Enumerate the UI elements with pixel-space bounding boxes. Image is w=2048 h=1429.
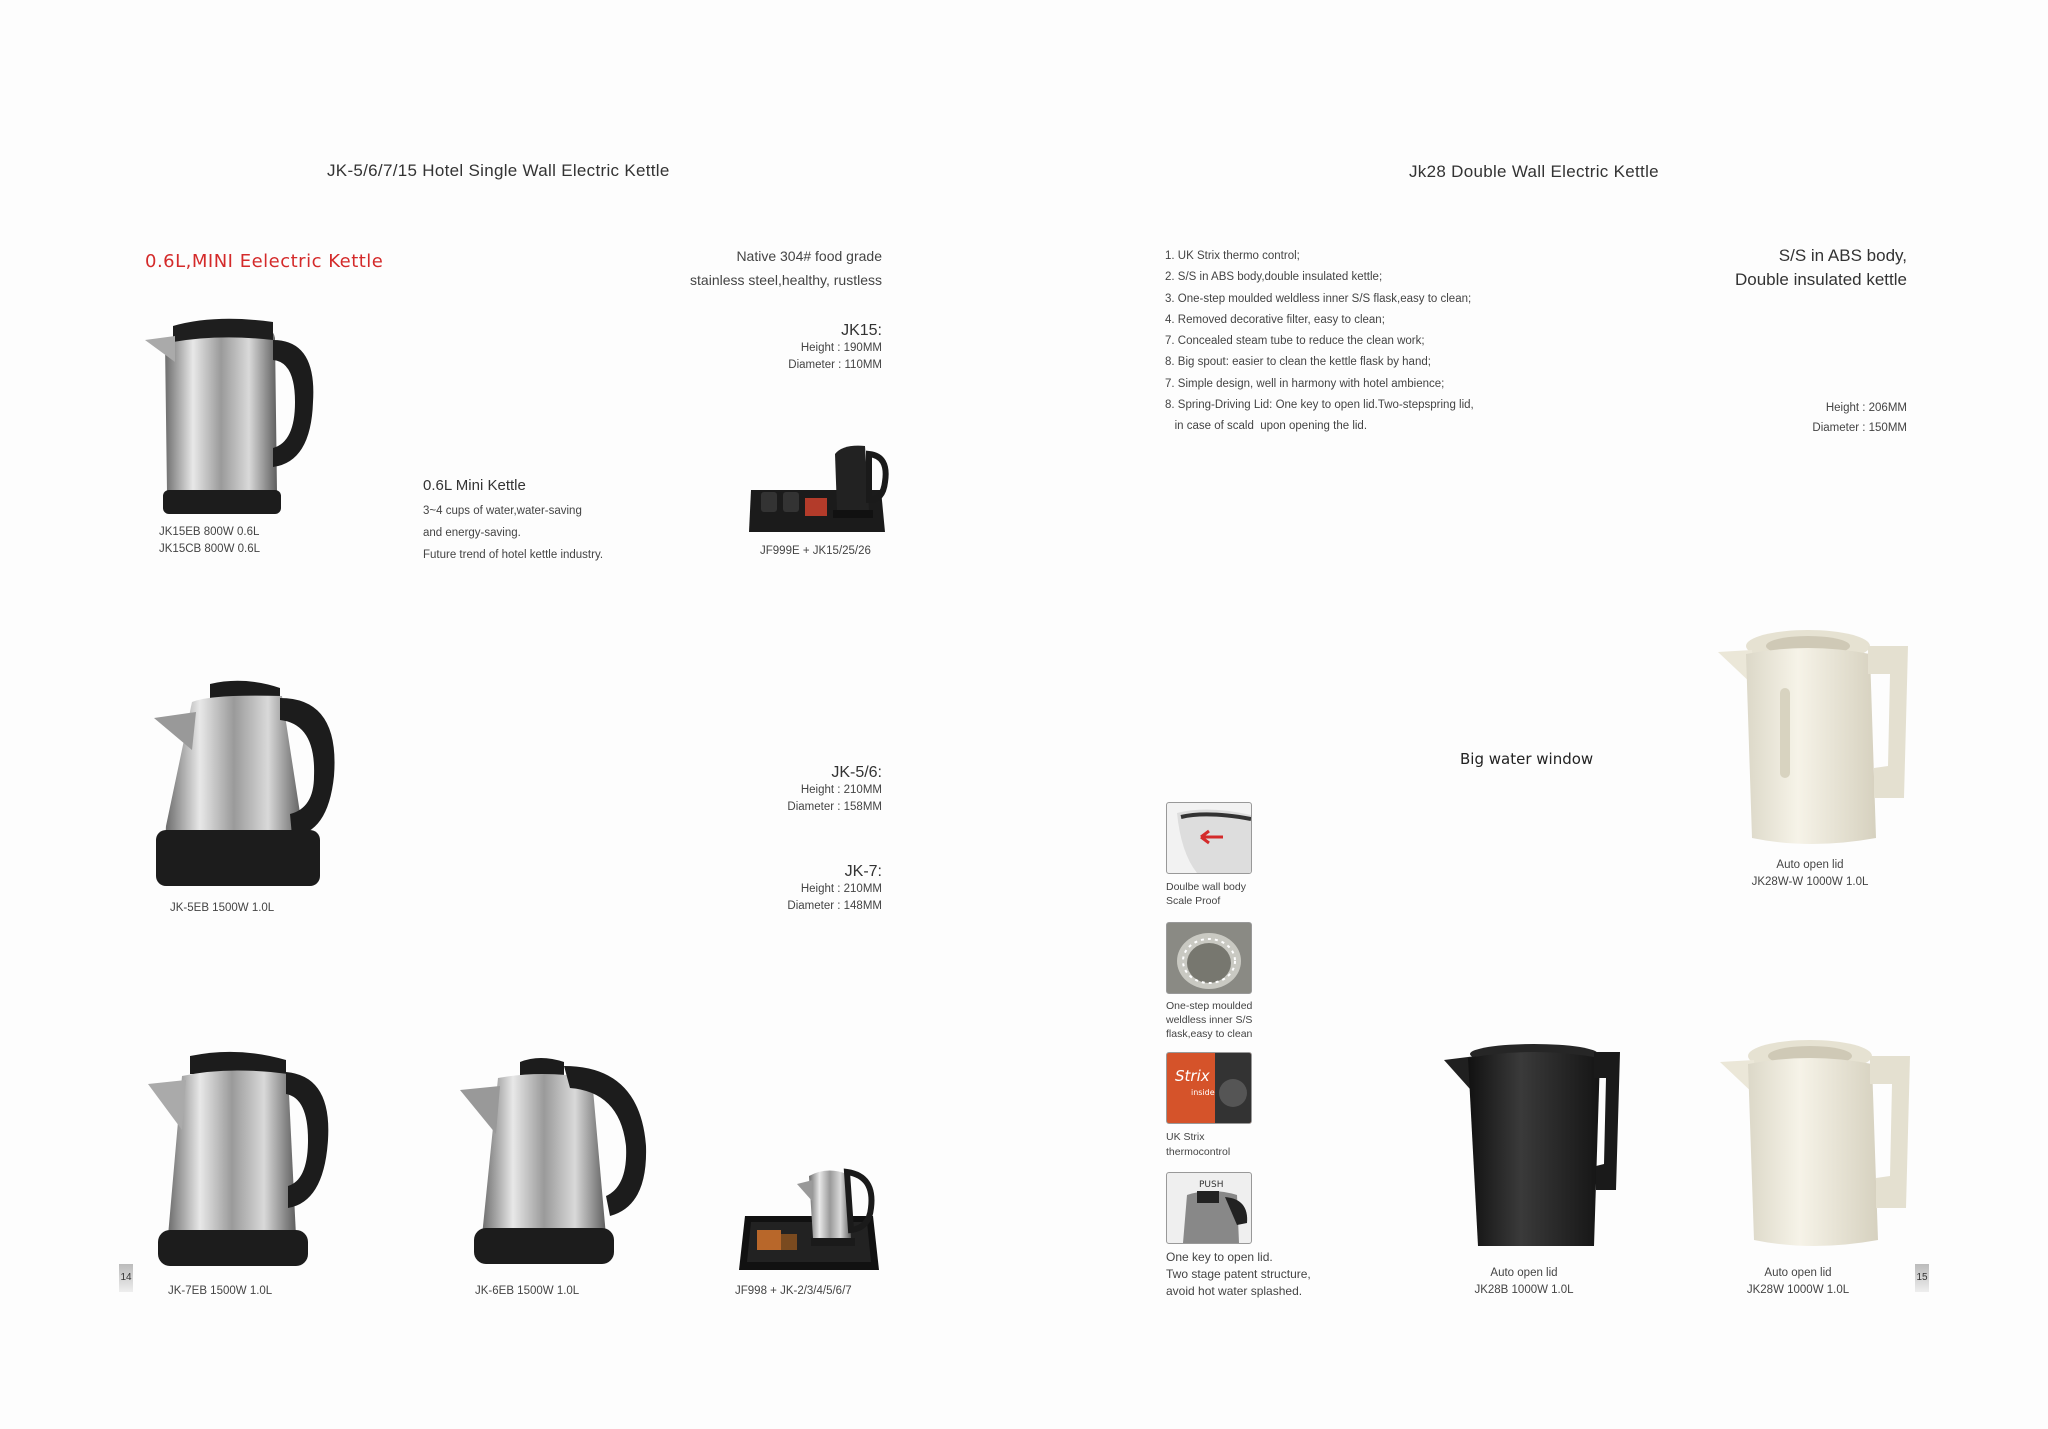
jk28w-line-2: JK28W 1000W 1.0L — [1746, 1284, 1850, 1296]
push-lid-line-2: Two stage patent structure, — [1166, 1267, 1311, 1281]
right-page-number: 15 — [1915, 1264, 1929, 1292]
jk15-heading: JK15: — [841, 322, 882, 339]
jk28b-kettle-image — [1444, 1040, 1620, 1250]
double-wall-line-1: Doulbe wall body — [1166, 881, 1246, 893]
mini-kettle-line-1: 3~4 cups of water,water-saving — [423, 505, 582, 517]
double-wall-caption — [1166, 880, 1246, 908]
jk28b-line-1: Auto open lid — [1490, 1267, 1558, 1279]
weldless-line-3: flask,easy to clean — [1166, 1028, 1253, 1040]
jk7-diameter: Diameter : 148MM — [787, 900, 882, 912]
material-line-1: Native 304# food grade — [736, 248, 882, 264]
mini-kettle-description — [423, 477, 603, 566]
jk15eb-model: JK15EB 800W 0.6L — [159, 526, 260, 538]
big-water-window-label: Big water window — [1460, 750, 1594, 768]
jk7-heading: JK-7: — [844, 863, 882, 880]
tray-jf998-image — [737, 1158, 881, 1274]
svg-text:Strix: Strix — [1175, 1067, 1210, 1085]
strix-line-2: thermocontrol — [1166, 1146, 1231, 1158]
jk56-diameter: Diameter : 158MM — [787, 801, 882, 813]
jk15-specs — [788, 322, 882, 374]
material-note — [690, 244, 882, 292]
jk56-heading: JK-5/6: — [831, 764, 882, 781]
jk7eb-caption: JK-7EB 1500W 1.0L — [168, 1285, 273, 1297]
body-line-2: Double insulated kettle — [1734, 270, 1907, 289]
feature-item: 8. Spring-Driving Lid: One key to open lid.Two-stepspring lid, — [1165, 399, 1474, 412]
mini-kettle-line-2: and energy-saving. — [423, 527, 521, 539]
left-page-title: JK-5/6/7/15 Hotel Single Wall Electric Kettle — [327, 161, 670, 180]
jk28w-w-caption — [1742, 857, 1878, 891]
feature-item: 8. Big spout: easier to clean the kettle flask by hand; — [1165, 356, 1431, 369]
feature-item: 7. Concealed steam tube to reduce the clean work; — [1165, 335, 1425, 348]
jk28w-caption — [1730, 1265, 1866, 1299]
weldless-line-2: weldless inner S/S — [1166, 1014, 1253, 1026]
feature-item: 4. Removed decorative filter, easy to clean; — [1165, 313, 1385, 326]
body-line-1: S/S in ABS body, — [1778, 246, 1907, 265]
tray-jf999e-image — [747, 440, 889, 536]
feature-item: 3. One-step moulded weldless inner S/S flask,easy to clean; — [1165, 292, 1472, 305]
jk28w-w-line-1: Auto open lid — [1776, 859, 1844, 871]
jk15-diameter: Diameter : 110MM — [788, 359, 882, 371]
tray-jf999e-caption: JF999E + JK15/25/26 — [760, 545, 871, 557]
strix-thumb — [1166, 1052, 1252, 1124]
jk5eb-caption: JK-5EB 1500W 1.0L — [170, 902, 275, 914]
jk15cb-model: JK15CB 800W 0.6L — [159, 543, 261, 555]
jk6eb-kettle-image — [460, 1056, 650, 1268]
jk28-specs — [1812, 398, 1907, 438]
left-page-number: 14 — [119, 1264, 133, 1292]
weldless-caption — [1166, 999, 1252, 1041]
feature-item: 2. S/S in ABS body,double insulated kettle; — [1165, 271, 1383, 284]
mini-kettle-title: 0.6L Mini Kettle — [423, 477, 526, 494]
jk28w-w-line-2: JK28W-W 1000W 1.0L — [1751, 876, 1869, 888]
jk56-height: Height : 210MM — [800, 784, 882, 796]
feature-item: 1. UK Strix thermo control; — [1165, 250, 1300, 262]
weldless-flask-thumb — [1166, 922, 1252, 994]
push-lid-line-3: avoid hot water splashed. — [1166, 1284, 1303, 1298]
double-wall-thumb — [1166, 802, 1252, 874]
jk28b-caption — [1456, 1265, 1592, 1299]
jk28b-line-2: JK28B 1000W 1.0L — [1474, 1284, 1574, 1296]
right-page-title: Jk28 Double Wall Electric Kettle — [1409, 162, 1659, 181]
jk15-kettle-image — [145, 312, 320, 518]
jk6eb-caption: JK-6EB 1500W 1.0L — [475, 1285, 580, 1297]
weldless-line-1: One-step moulded — [1166, 1000, 1253, 1012]
jk5eb-kettle-image — [152, 676, 340, 890]
push-lid-line-1: One key to open lid. — [1166, 1250, 1273, 1264]
strix-caption — [1166, 1130, 1230, 1160]
feature-item: 7. Simple design, well in harmony with hotel ambience; — [1165, 377, 1445, 390]
jk28-height: Height : 206MM — [1825, 402, 1907, 414]
jk28w-w-kettle-image — [1718, 628, 1908, 848]
jk15-height: Height : 190MM — [800, 342, 882, 354]
svg-text:inside: inside — [1191, 1088, 1215, 1097]
jk7eb-kettle-image — [148, 1050, 332, 1270]
jk28-diameter: Diameter : 150MM — [1812, 422, 1907, 434]
jk7-height: Height : 210MM — [800, 883, 882, 895]
body-note — [1735, 244, 1907, 292]
push-lid-thumb — [1166, 1172, 1252, 1244]
feature-item: in case of scald upon opening the lid. — [1165, 420, 1368, 433]
material-line-2: stainless steel,healthy, rustless — [690, 272, 882, 288]
feature-list — [1165, 246, 1474, 438]
push-lid-caption — [1166, 1249, 1311, 1300]
mini-kettle-line-3: Future trend of hotel kettle industry. — [423, 549, 604, 561]
jk15-models — [159, 524, 260, 558]
jk7-specs — [787, 863, 882, 915]
tray-jf998-caption: JF998 + JK-2/3/4/5/6/7 — [735, 1285, 852, 1297]
double-wall-line-2: Scale Proof — [1166, 895, 1221, 907]
jk28w-line-1: Auto open lid — [1764, 1267, 1832, 1279]
push-label: PUSH — [1199, 1180, 1224, 1190]
jk28w-kettle-image — [1720, 1038, 1910, 1250]
jk56-specs — [787, 764, 882, 816]
strix-line-1: UK Strix — [1166, 1131, 1205, 1143]
mini-kettle-heading: 0.6L,MINI Eelectric Kettle — [145, 251, 384, 272]
